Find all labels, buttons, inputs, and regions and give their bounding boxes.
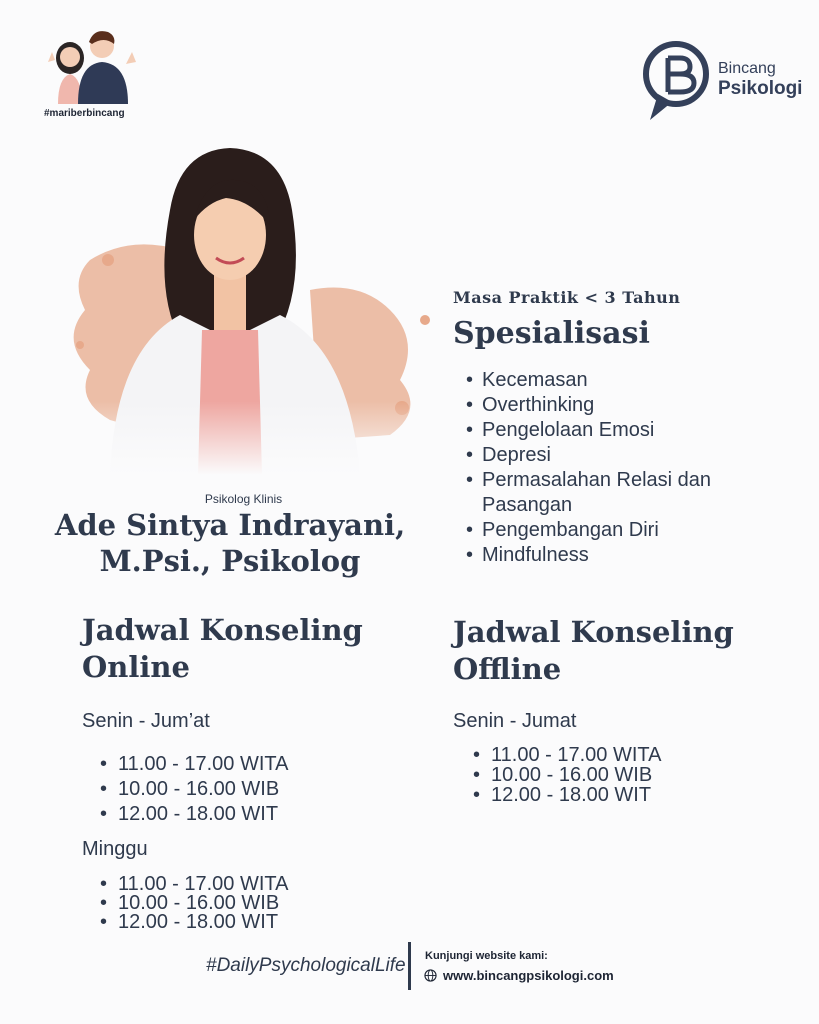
footer-hashtag: #DailyPsychologicalLife: [206, 955, 406, 976]
specialization-item: • Overthinking: [466, 393, 711, 418]
practice-duration: Masa Praktik < 3 Tahun: [453, 288, 681, 307]
specialization-list: [466, 368, 711, 568]
specialization-item: • Depresi: [466, 443, 711, 468]
website-link[interactable]: www.bincangpsikologi.com: [443, 968, 614, 983]
offline-weekday-times: [473, 745, 661, 805]
offline-title-line2: Offline: [453, 652, 562, 686]
specialization-item: • Kecemasan: [466, 368, 711, 393]
specialization-item: • Mindfulness: [466, 543, 711, 568]
specialization-item: • Permasalahan Relasi dan: [466, 468, 711, 493]
time-slot: • 12.00 - 18.00 WIT: [100, 913, 288, 932]
offline-title-line1: Jadwal Konseling: [453, 615, 734, 649]
time-slot: • 10.00 - 16.00 WIB: [100, 777, 288, 802]
online-weekday-label: Senin - Jum’at: [82, 710, 210, 732]
online-sunday-times: [100, 875, 288, 932]
online-schedule-title: [82, 612, 363, 686]
logo-text-bincang: Bincang: [718, 60, 776, 77]
time-slot: • 10.00 - 16.00 WIB: [100, 894, 288, 913]
online-title-line1: Jadwal Konseling: [82, 613, 363, 647]
time-slot: • 11.00 - 17.00 WITA: [473, 745, 661, 765]
mascot-illustration: [42, 28, 142, 104]
specialization-item: • Pengembangan Diri: [466, 518, 711, 543]
hashtag-label: #mariberbincang: [44, 108, 125, 119]
online-sunday-label: Minggu: [82, 838, 148, 860]
psychologist-portrait: [30, 140, 450, 475]
online-weekday-times: [100, 752, 288, 827]
time-slot: • 11.00 - 17.00 WITA: [100, 875, 288, 894]
time-slot: • 12.00 - 18.00 WIT: [473, 785, 661, 805]
time-slot: • 11.00 - 17.00 WITA: [100, 752, 288, 777]
offline-schedule-title: [453, 614, 734, 688]
specialization-title: Spesialisasi: [453, 316, 650, 351]
offline-weekday-label: Senin - Jumat: [453, 710, 577, 732]
psychologist-name: Ade Sintya Indrayani,: [54, 508, 406, 542]
online-title-line2: Online: [82, 650, 190, 684]
profession-label: Psikolog Klinis: [204, 492, 283, 506]
time-slot: • 12.00 - 18.00 WIT: [100, 802, 288, 827]
footer-divider: [408, 942, 411, 990]
globe-icon: [424, 969, 437, 982]
time-slot: • 10.00 - 16.00 WIB: [473, 765, 661, 785]
logo-text-psikologi: Psikologi: [718, 78, 803, 99]
specialization-item: • Pengelolaan Emosi: [466, 418, 711, 443]
visit-website-label: Kunjungi website kami:: [425, 950, 548, 962]
specialization-item-continued: Pasangan: [482, 494, 573, 516]
psychologist-degree: M.Psi., Psikolog: [99, 544, 361, 578]
